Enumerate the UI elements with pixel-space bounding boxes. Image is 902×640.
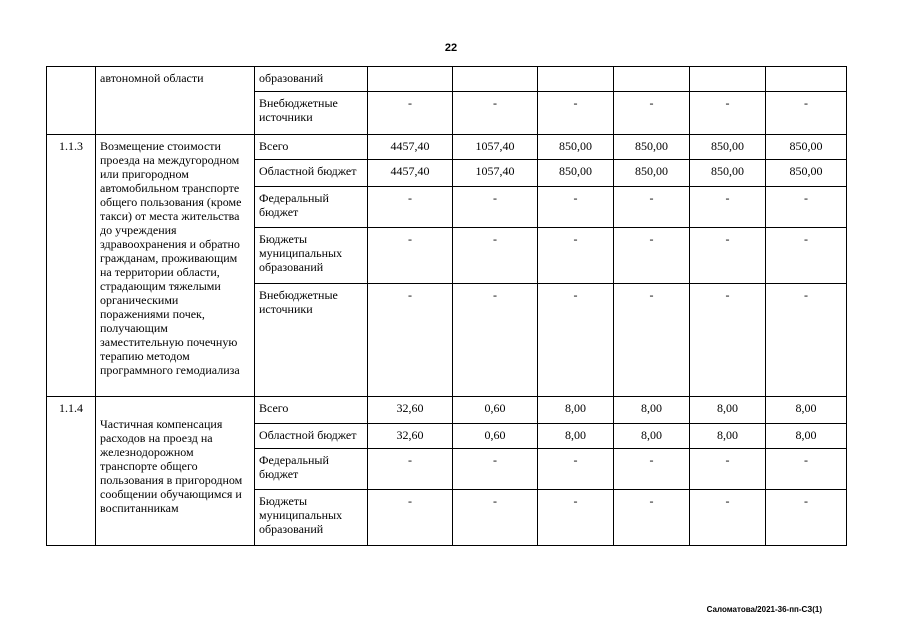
- value-cell: 850,00: [766, 135, 847, 160]
- value-cell: 4457,40: [368, 135, 453, 160]
- value-cell: -: [614, 490, 690, 546]
- value-cell: -: [614, 92, 690, 135]
- value-cell: 850,00: [690, 160, 766, 187]
- table-row: [47, 67, 847, 92]
- value-cell: 850,00: [690, 135, 766, 160]
- value-cell: 8,00: [614, 424, 690, 449]
- value-cell: -: [690, 92, 766, 135]
- item-number-cell: 1.1.4: [47, 397, 96, 546]
- funding-source-cell: Федеральный бюджет: [255, 187, 368, 228]
- value-cell: -: [538, 284, 614, 397]
- funding-source-cell: Бюджеты муниципальных образований: [255, 228, 368, 284]
- value-cell: -: [368, 284, 453, 397]
- value-cell: -: [453, 92, 538, 135]
- value-cell: [614, 67, 690, 92]
- table-row: [47, 135, 847, 160]
- value-cell: 8,00: [538, 397, 614, 424]
- value-cell: -: [614, 187, 690, 228]
- funding-source-cell: Областной бюджет: [255, 424, 368, 449]
- value-cell: -: [766, 92, 847, 135]
- value-cell: -: [538, 490, 614, 546]
- value-cell: 1057,40: [453, 135, 538, 160]
- value-cell: 8,00: [766, 397, 847, 424]
- document-footer: Саломатова/2021-36-пп-СЗ(1): [706, 605, 822, 614]
- value-cell: -: [766, 187, 847, 228]
- value-cell: -: [690, 284, 766, 397]
- value-cell: 850,00: [614, 135, 690, 160]
- value-cell: -: [453, 284, 538, 397]
- value-cell: -: [368, 449, 453, 490]
- value-cell: -: [690, 449, 766, 490]
- value-cell: -: [766, 284, 847, 397]
- value-cell: 8,00: [766, 424, 847, 449]
- value-cell: 850,00: [766, 160, 847, 187]
- value-cell: -: [538, 449, 614, 490]
- page-number: 22: [444, 42, 458, 54]
- funding-source-cell: Федеральный бюджет: [255, 449, 368, 490]
- value-cell: 8,00: [614, 397, 690, 424]
- value-cell: 0,60: [453, 397, 538, 424]
- value-cell: 0,60: [453, 424, 538, 449]
- funding-source-cell: Бюджеты муниципальных образований: [255, 490, 368, 546]
- value-cell: -: [368, 187, 453, 228]
- value-cell: -: [766, 228, 847, 284]
- value-cell: [368, 67, 453, 92]
- value-cell: -: [538, 187, 614, 228]
- value-cell: 32,60: [368, 424, 453, 449]
- value-cell: -: [614, 284, 690, 397]
- value-cell: -: [766, 449, 847, 490]
- item-description-cell: Возмещение стоимости проезда на междугородном или пригородном автомобильном транспорте общего пользования (кроме такси) от места жительства до учреждения здравоохранения и обратно гражданам, проживающим на территории области, страдающим тяжелыми органическими поражениями почек, получающим заместительную почечную терапию методом программного гемодиализа: [96, 135, 255, 397]
- funding-source-cell: Всего: [255, 397, 368, 424]
- value-cell: -: [538, 92, 614, 135]
- value-cell: -: [453, 228, 538, 284]
- value-cell: -: [368, 92, 453, 135]
- value-cell: 8,00: [690, 424, 766, 449]
- item-description-cell: Частичная компенсация расходов на проезд на железнодорожном транспорте общего пользования в пригородном сообщении обучающимся и воспитанникам: [96, 397, 255, 546]
- value-cell: 8,00: [690, 397, 766, 424]
- value-cell: -: [368, 490, 453, 546]
- value-cell: 850,00: [538, 135, 614, 160]
- funding-source-cell: Всего: [255, 135, 368, 160]
- item-number-cell: [47, 67, 96, 135]
- value-cell: 4457,40: [368, 160, 453, 187]
- value-cell: -: [368, 228, 453, 284]
- item-description-cell: автономной области: [96, 67, 255, 135]
- item-number-cell: 1.1.3: [47, 135, 96, 397]
- value-cell: -: [614, 449, 690, 490]
- funding-source-cell: Внебюджетные источники: [255, 92, 368, 135]
- value-cell: 850,00: [538, 160, 614, 187]
- funding-source-cell: Областной бюджет: [255, 160, 368, 187]
- value-cell: 850,00: [614, 160, 690, 187]
- value-cell: -: [614, 228, 690, 284]
- value-cell: 8,00: [538, 424, 614, 449]
- value-cell: 1057,40: [453, 160, 538, 187]
- value-cell: 32,60: [368, 397, 453, 424]
- value-cell: -: [690, 490, 766, 546]
- table-row: [47, 397, 847, 424]
- value-cell: [766, 67, 847, 92]
- value-cell: -: [690, 187, 766, 228]
- value-cell: [690, 67, 766, 92]
- budget-table: [46, 66, 847, 546]
- value-cell: -: [453, 187, 538, 228]
- funding-source-cell: Внебюджетные источники: [255, 284, 368, 397]
- funding-source-cell: образований: [255, 67, 368, 92]
- value-cell: [538, 67, 614, 92]
- value-cell: -: [453, 490, 538, 546]
- value-cell: -: [690, 228, 766, 284]
- value-cell: [453, 67, 538, 92]
- value-cell: -: [766, 490, 847, 546]
- value-cell: -: [453, 449, 538, 490]
- value-cell: -: [538, 228, 614, 284]
